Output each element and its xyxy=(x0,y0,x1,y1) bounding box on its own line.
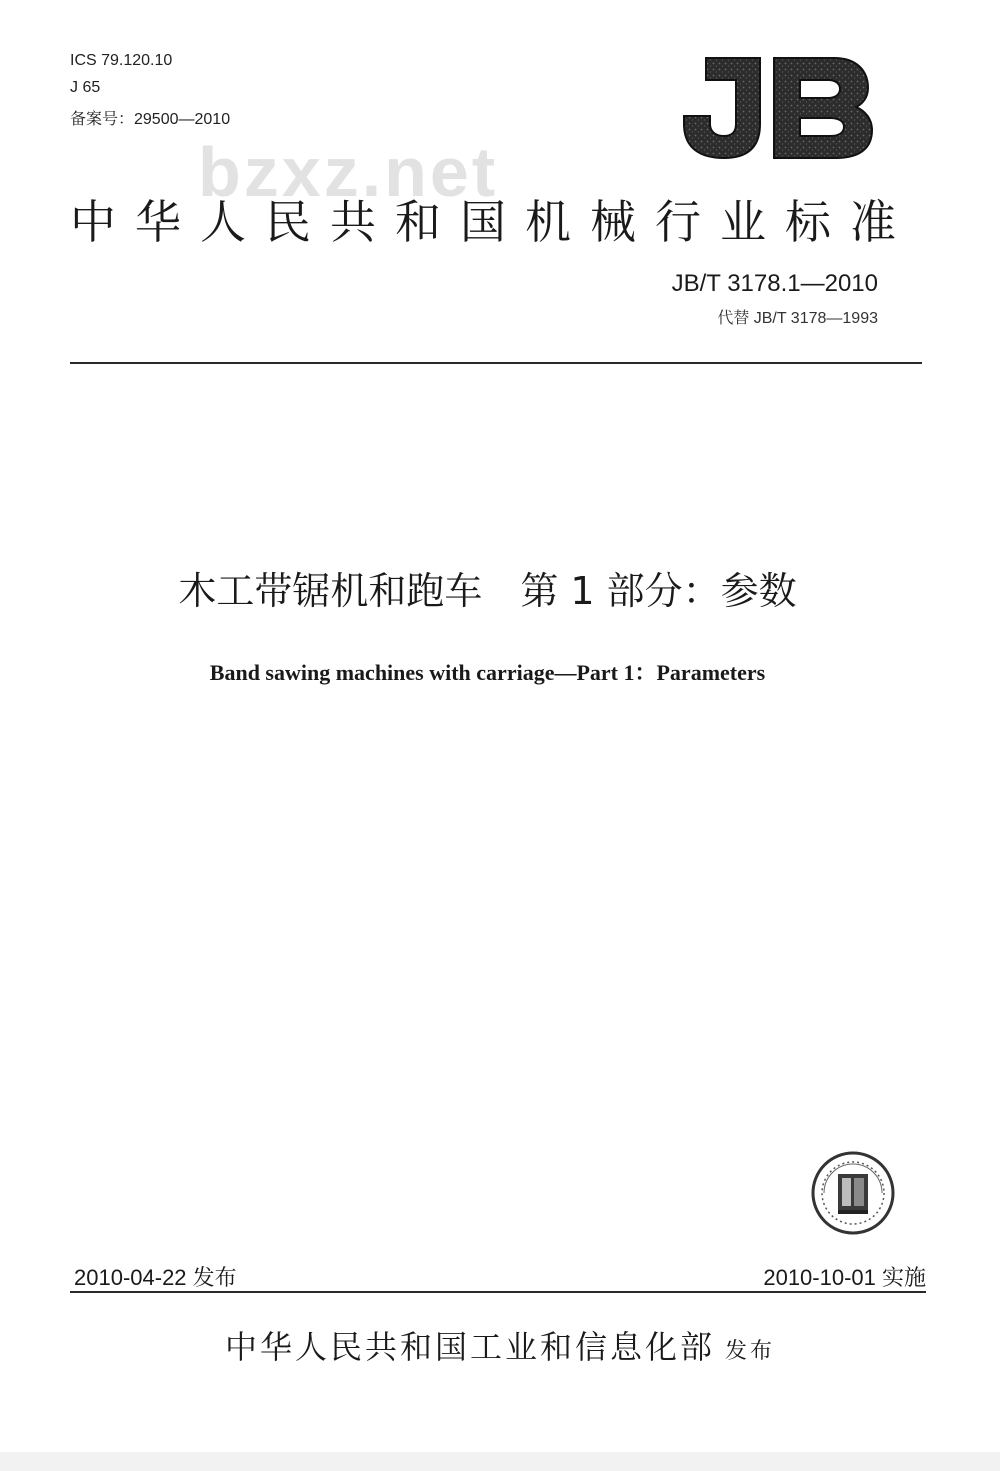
logo-letters xyxy=(684,58,872,158)
record-number: 备案号：29500—2010 xyxy=(70,111,231,128)
publish-label: 发布 xyxy=(725,1339,776,1364)
issue-date: 2010-04-22 发布 xyxy=(74,1265,237,1290)
class-code: J 65 xyxy=(70,79,101,96)
document-title-en: Band sawing machines with carriage—Part 1：Parameters xyxy=(209,660,766,685)
official-seal-icon xyxy=(810,1150,896,1236)
footer-divider xyxy=(70,1291,926,1293)
ics-code: ICS 79.120.10 xyxy=(70,52,173,69)
replaces-standard: 代替 JB/T 3178—1993 xyxy=(717,310,878,327)
implementation-date: 2010-10-01 实施 xyxy=(763,1265,926,1290)
header-divider xyxy=(70,362,922,364)
standard-number: JB/T 3178.1—2010 xyxy=(671,270,878,297)
page-bottom-band xyxy=(0,1452,1000,1471)
publisher-name: 中华人民共和国工业和信息化部 xyxy=(224,1328,715,1366)
watermark: bzxz.net xyxy=(198,133,499,211)
jb-logo xyxy=(676,50,876,162)
document-title-cn: 木工带锯机和跑车 第 1 部分：参数 xyxy=(178,569,797,613)
publisher-line xyxy=(0,1322,1000,1368)
standard-category-title: 中华人民共和国机械行业标准 xyxy=(70,195,915,249)
